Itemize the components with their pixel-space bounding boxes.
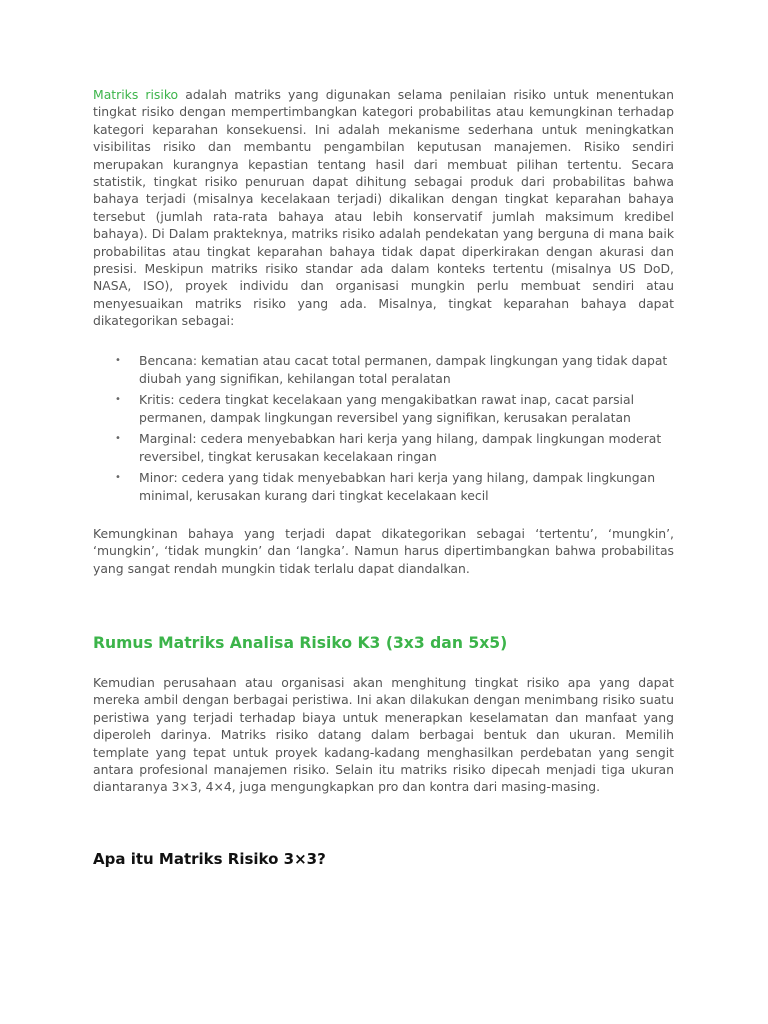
bullet-icon: • <box>115 432 121 444</box>
article-body <box>93 86 674 870</box>
matriks-risiko-link[interactable]: Matriks risiko <box>93 87 179 102</box>
list-item <box>115 352 674 388</box>
severity-list <box>93 352 674 505</box>
bullet-icon: • <box>115 354 121 366</box>
bullet-icon: • <box>115 393 121 405</box>
list-item-text: Marginal: cedera menyebabkan hari kerja yang hilang, dampak lingkungan moderat reversibel, tingkat kerusakan kecelakaan ringan <box>139 430 662 464</box>
list-item <box>115 391 674 427</box>
list-item-text: Bencana: kematian atau cacat total permanen, dampak lingkungan yang tidak dapat diubah yang signifikan, kehilangan total peralatan <box>139 352 668 386</box>
likelihood-paragraph: Kemungkinan bahaya yang terjadi dapat dikategorikan sebagai ‘tertentu’, ‘mungkin’, ‘mungkin’, ‘tidak mungkin’ dan ‘langka’. Namun harus dipertimbangkan bahwa probabilitas yang sangat rendah mungkin tidak terlalu dapat diandalkan. <box>93 525 674 576</box>
intro-paragraph <box>93 86 674 330</box>
bullet-icon: • <box>115 471 121 483</box>
list-item-text: Minor: cedera yang tidak menyebabkan hari kerja yang hilang, dampak lingkungan minimal, kerusakan kurang dari tingkat kecelakaan kecil <box>139 469 656 503</box>
section-paragraph: Kemudian perusahaan atau organisasi akan menghitung tingkat risiko apa yang dapat mereka ambil dengan berbagai peristiwa. Ini akan dilakukan dengan menimbang risiko suatu peristiwa yang terjadi terhadap biaya untuk menerapkan keselamatan dan manfaat yang diperoleh darinya. Matriks risiko datang dalam berbagai bentuk dan ukuran. Memilih template yang tepat untuk proyek kadang-kadang menghasilkan perdebatan yang sengit antara profesional manajemen risiko. Selain itu matriks risiko dipecah menjadi tiga ukuran diantaranya 3×3, 4×4, juga mengungkapkan pro dan kontra dari masing-masing. <box>93 674 674 795</box>
intro-text: adalah matriks yang digunakan selama penilaian risiko untuk menentukan tingkat risiko dengan mempertimbangkan kategori probabilitas atau kemungkinan terhadap kategori keparahan konsekuensi. Ini adalah mekanisme sederhana untuk meningkatkan visibilitas risiko dan membantu pengambilan keputusan manajemen. Risiko sendiri merupakan kurangnya kepastian tentang hasil dari membuat pilihan tertentu. Secara statistik, tingkat risiko penuruan dapat dihitung sebagai produk dari probabilitas bahwa bahaya terjadi (misalnya kecelakaan terjadi) dikalikan dengan tingkat keparahan bahaya tersebut (jumlah rata-rata bahaya atau lebih konservatif jumlah maksimum kredibel bahaya). Di Dalam prakteknya, matriks risiko adalah pendekatan yang berguna di mana baik probabilitas atau tingkat keparahan bahaya tidak dapat diperkirakan dengan akurasi dan presisi. Meskipun matriks risiko standar ada dalam konteks tertentu (misalnya US DoD, NASA, ISO), proyek individu dan organisasi mungkin perlu membuat sendiri atau menyesuaikan matriks risiko yang ada. Misalnya, tingkat keparahan bahaya dapat dikategorikan sebagai: <box>93 87 674 329</box>
list-item <box>115 469 674 505</box>
list-item-text: Kritis: cedera tingkat kecelakaan yang mengakibatkan rawat inap, cacat parsial permanen, dampak lingkungan reversibel yang signifikan, kerusakan peralatan <box>139 391 635 425</box>
sub-heading: Apa itu Matriks Risiko 3×3? <box>93 849 326 868</box>
section-heading: Rumus Matriks Analisa Risiko K3 (3x3 dan 5x5) <box>93 633 508 652</box>
list-item <box>115 430 674 466</box>
